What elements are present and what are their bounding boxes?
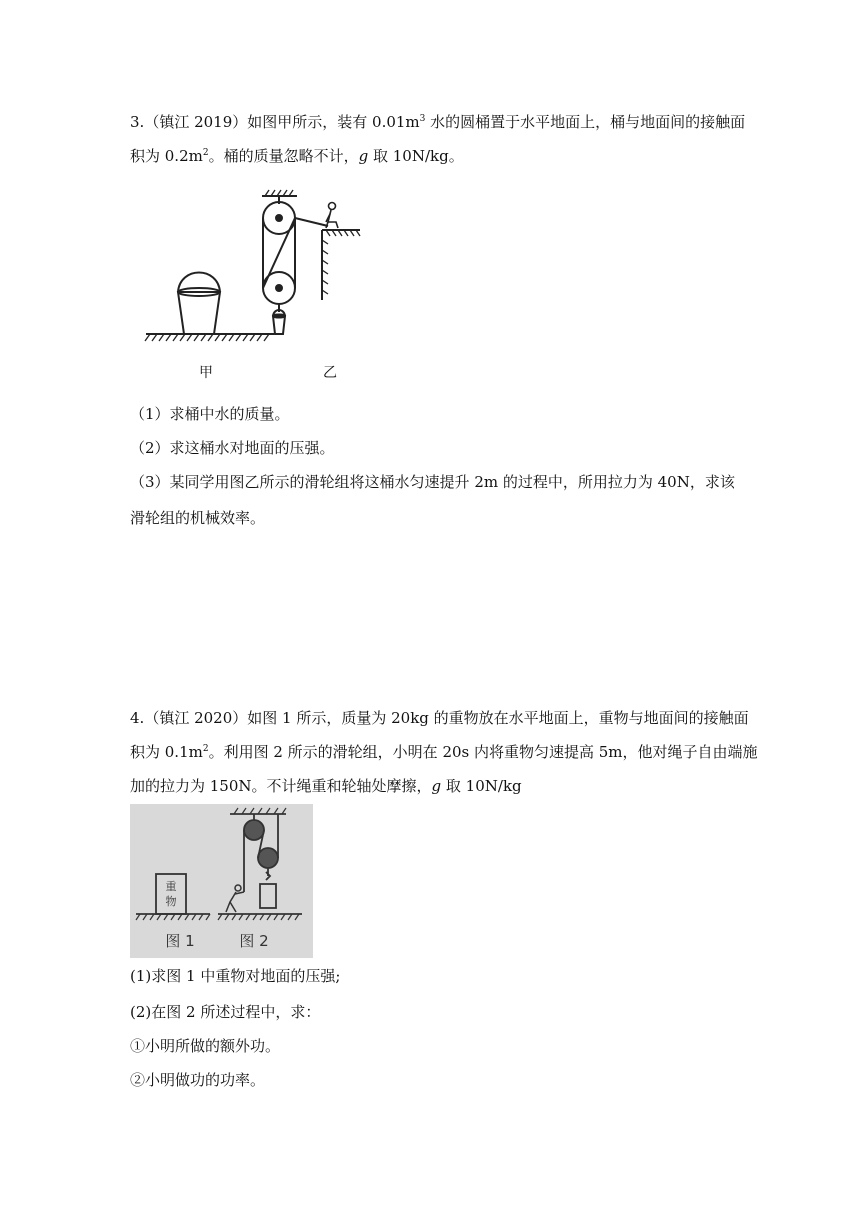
q3-subquestion-3-line1: （3）某同学用图乙所示的滑轮组将这桶水匀速提升 2m 的过程中，所用拉力为 40N，求该 — [130, 473, 735, 491]
pulley-system — [263, 202, 328, 334]
fig-caption-b: 乙 — [323, 365, 337, 381]
scan-background — [130, 804, 313, 958]
q3-figure-bucket-pulley — [142, 188, 372, 358]
q3-stem-line2: 积为 $0.2m^2$。桶的质量忽略不计，g 取 10N/kg。 — [130, 147, 464, 165]
bucket-a — [178, 273, 220, 335]
q4-source: （镇江 2020） — [144, 709, 248, 727]
q4-stem-line3: 加的拉力为 150N。不计绳重和轮轴处摩擦，g 取 10N/kg — [130, 777, 522, 795]
wall-platform — [322, 230, 360, 300]
q4-subquestion-2b: ②小明做功的功率。 — [130, 1071, 266, 1089]
q4-subquestion-1: (1)求图 1 中重物对地面的压强; — [130, 967, 341, 985]
q4-stem-line2: 积为 $0.1m^2$。利用图 2 所示的滑轮组，小明在 20s 内将重物匀速提高 5m，他对绳子自由端施 — [130, 743, 758, 761]
q3-source: （镇江 2019） — [144, 113, 248, 131]
q3-subquestion-3-line2: 滑轮组的机械效率。 — [130, 509, 266, 527]
weight-label-bottom: 物 — [165, 895, 177, 908]
fig-caption-a: 甲 — [199, 365, 213, 381]
q3-number: 3. — [130, 113, 145, 131]
q4-stem-line1: 4.（镇江 2020）如图 1 所示，质量为 20kg 的重物放在水平地面上，重物与地面间的接触面 — [130, 709, 749, 727]
q3-subquestion-2: （2）求这桶水对地面的压强。 — [130, 439, 335, 457]
q4-subquestion-2: (2)在图 2 所述过程中，求： — [130, 1003, 321, 1021]
q3-stem-line1: 3.（镇江 2019）如图甲所示，装有 $0.01m^3$ 水的圆桶置于水平地面上，桶与地面间的接触面 — [130, 113, 746, 131]
q4-figure-weight-pulley — [130, 804, 313, 958]
fig-caption-1: 图 1 — [165, 932, 195, 950]
q4-subquestion-2a: ①小明所做的额外功。 — [130, 1037, 281, 1055]
q4-number: 4. — [130, 709, 145, 727]
ground-hatch-a — [145, 334, 274, 341]
q3-subquestion-1: （1）求桶中水的质量。 — [130, 405, 290, 423]
weight-label-top: 重 — [165, 880, 177, 893]
person-icon — [326, 203, 338, 229]
fig-caption-2: 图 2 — [239, 932, 269, 950]
